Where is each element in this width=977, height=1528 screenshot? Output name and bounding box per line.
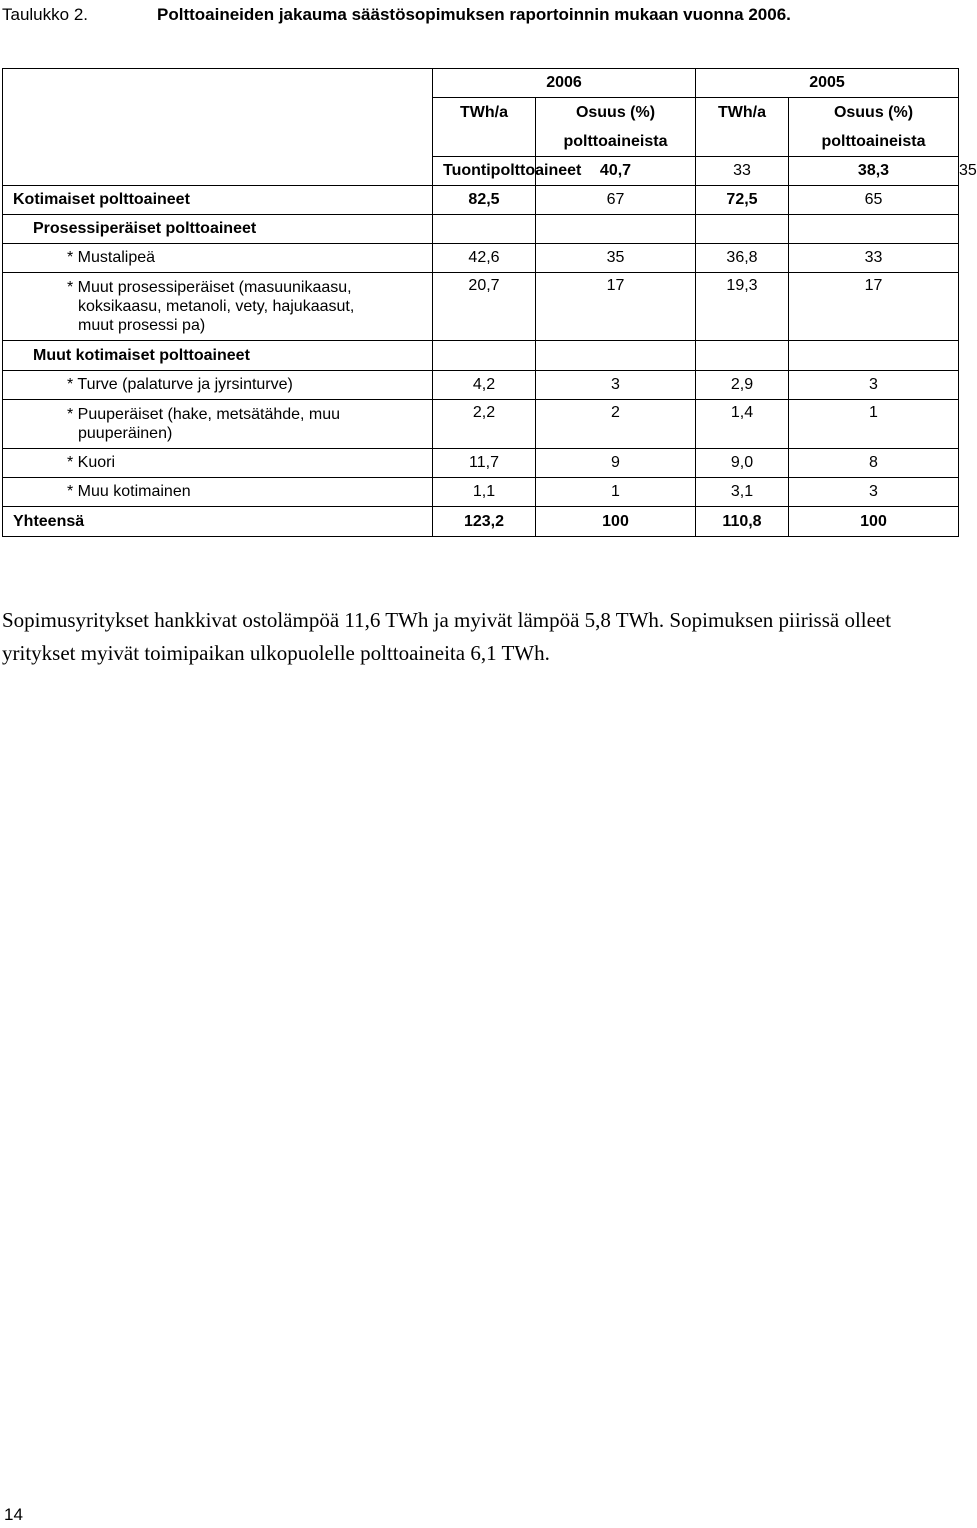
empty-cell bbox=[536, 215, 696, 244]
cell-share-2006: 35 bbox=[536, 244, 696, 273]
header-twh-2005 bbox=[696, 98, 789, 157]
cell-twh-2006: 42,6 bbox=[433, 244, 536, 273]
cell-twh-2005: 110,8 bbox=[696, 507, 789, 537]
cell-share-2005: 3 bbox=[789, 371, 959, 400]
header-share-2005-line2: polttoaineista bbox=[821, 133, 926, 150]
header-share-2006-line1: Osuus (%) bbox=[575, 104, 656, 121]
cell-share-2006: 100 bbox=[536, 507, 696, 537]
empty-cell bbox=[789, 215, 959, 244]
cell-share-2005: 33 bbox=[789, 244, 959, 273]
table-section-row bbox=[3, 341, 959, 371]
cell-twh-2006: 2,2 bbox=[433, 400, 536, 449]
header-share-2006-line2: polttoaineista bbox=[563, 133, 668, 150]
row-label bbox=[3, 273, 433, 341]
row-label bbox=[3, 400, 433, 449]
row-label: * Muu kotimainen bbox=[3, 478, 433, 507]
table-total-row bbox=[3, 507, 959, 537]
header-twh-2006-text: TWh/a bbox=[460, 104, 508, 121]
row-label-line: * Puuperäiset (hake, metsätähde, muu bbox=[67, 406, 341, 423]
header-share-2005 bbox=[789, 98, 959, 157]
page-number: 14 bbox=[4, 1505, 23, 1524]
table-section-row bbox=[3, 215, 959, 244]
cell-twh-2006: 82,5 bbox=[433, 186, 536, 215]
cell-twh-2006: 123,2 bbox=[433, 507, 536, 537]
header-share-2006 bbox=[536, 98, 696, 157]
row-label-line: puuperäinen) bbox=[78, 425, 173, 442]
row-label: Tuontipolttoaineet bbox=[433, 157, 536, 186]
table-row bbox=[3, 400, 959, 449]
table-row bbox=[3, 478, 959, 507]
cell-share-2005: 17 bbox=[789, 273, 959, 341]
table-row bbox=[3, 449, 959, 478]
table-row bbox=[3, 371, 959, 400]
row-label-line: koksikaasu, metanoli, vety, hajukaasut, bbox=[78, 298, 355, 315]
empty-cell bbox=[433, 341, 536, 371]
cell-share-2005: 65 bbox=[789, 186, 959, 215]
cell-share-2006: 33 bbox=[696, 157, 789, 186]
header-empty-cell bbox=[3, 69, 433, 186]
section-label: Muut kotimaiset polttoaineet bbox=[3, 341, 433, 371]
table-caption-label: Taulukko 2. bbox=[2, 5, 88, 24]
cell-twh-2005: 36,8 bbox=[696, 244, 789, 273]
empty-cell bbox=[696, 341, 789, 371]
row-label: * Mustalipeä bbox=[3, 244, 433, 273]
header-twh-2005-text: TWh/a bbox=[718, 104, 766, 121]
cell-share-2006: 2 bbox=[536, 400, 696, 449]
fuel-distribution-table bbox=[2, 68, 977, 537]
cell-twh-2005: 19,3 bbox=[696, 273, 789, 341]
body-paragraph: Sopimusyritykset hankkivat ostolämpöä 11,6 TWh ja myivät lämpöä 5,8 TWh. Sopimuksen piirissä olleet yritykset myivät toimipaikan ulkopuolelle polttoaineita 6,1 TWh. bbox=[2, 608, 892, 665]
cell-share-2005: 100 bbox=[789, 507, 959, 537]
cell-share-2006: 67 bbox=[536, 186, 696, 215]
cell-twh-2006: 20,7 bbox=[433, 273, 536, 341]
row-label: * Kuori bbox=[3, 449, 433, 478]
empty-cell bbox=[696, 215, 789, 244]
row-label: * Turve (palaturve ja jyrsinturve) bbox=[3, 371, 433, 400]
table-header-years-row bbox=[3, 69, 959, 98]
cell-share-2006: 9 bbox=[536, 449, 696, 478]
header-year-2006: 2006 bbox=[433, 69, 696, 98]
fuel-distribution-table-wrapper bbox=[2, 68, 977, 537]
table-row: Tuontipolttoaineet 40,7 33 38,3 35 bbox=[3, 157, 959, 186]
cell-twh-2005: 9,0 bbox=[696, 449, 789, 478]
cell-share-2006: 3 bbox=[536, 371, 696, 400]
cell-share-2006: 1 bbox=[536, 478, 696, 507]
row-label-line: muut prosessi pa) bbox=[78, 317, 206, 334]
cell-twh-2005: 72,5 bbox=[696, 186, 789, 215]
cell-twh-2005: 38,3 bbox=[789, 157, 959, 186]
table-row bbox=[3, 244, 959, 273]
table-row bbox=[3, 186, 959, 215]
empty-cell bbox=[536, 341, 696, 371]
empty-cell bbox=[789, 341, 959, 371]
cell-twh-2005: 2,9 bbox=[696, 371, 789, 400]
cell-twh-2006: 1,1 bbox=[433, 478, 536, 507]
row-label: Kotimaiset polttoaineet bbox=[3, 186, 433, 215]
cell-share-2005: 1 bbox=[789, 400, 959, 449]
cell-twh-2006: 4,2 bbox=[433, 371, 536, 400]
cell-share-2005: 8 bbox=[789, 449, 959, 478]
table-caption-title: Polttoaineiden jakauma säästösopimuksen raportoinnin mukaan vuonna 2006. bbox=[157, 5, 791, 24]
header-share-2005-line1: Osuus (%) bbox=[833, 104, 914, 121]
section-label: Prosessiperäiset polttoaineet bbox=[3, 215, 433, 244]
cell-twh-2006: 11,7 bbox=[433, 449, 536, 478]
header-year-2005: 2005 bbox=[696, 69, 959, 98]
empty-cell bbox=[433, 215, 536, 244]
total-label: Yhteensä bbox=[3, 507, 433, 537]
header-twh-2006 bbox=[433, 98, 536, 157]
cell-twh-2006: 40,7 bbox=[536, 157, 696, 186]
cell-share-2006: 17 bbox=[536, 273, 696, 341]
cell-twh-2005: 1,4 bbox=[696, 400, 789, 449]
cell-share-2005: 3 bbox=[789, 478, 959, 507]
cell-twh-2005: 3,1 bbox=[696, 478, 789, 507]
row-label-line: * Muut prosessiperäiset (masuunikaasu, bbox=[67, 279, 352, 296]
table-row bbox=[3, 273, 959, 341]
